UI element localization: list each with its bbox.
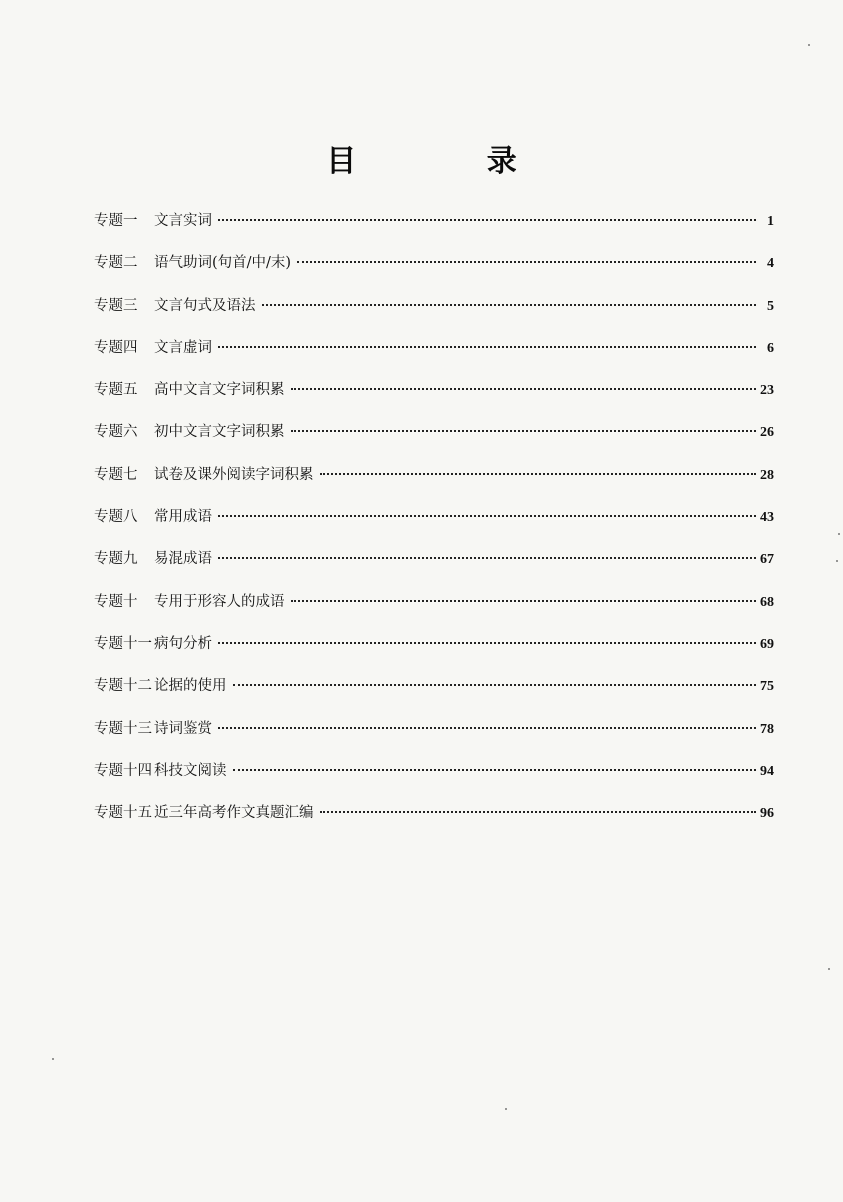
- toc-entry-number: 专题十二: [94, 678, 152, 695]
- toc-entry-page: 26: [760, 425, 774, 441]
- toc-dot-leader: [320, 473, 757, 475]
- scan-speck: [52, 1058, 54, 1060]
- page-title: 目 录: [326, 144, 577, 179]
- toc-dot-leader: [218, 557, 756, 559]
- toc-entry-title: 专用于形容人的成语: [154, 593, 285, 610]
- toc-entry-number: 专题三: [94, 297, 138, 314]
- toc-entry-title: 科技文阅读: [154, 762, 227, 779]
- toc-entry-page: 23: [760, 383, 774, 399]
- toc-entry: [94, 547, 774, 589]
- toc-entry-number: 专题七: [94, 466, 138, 483]
- toc-entry-page: 6: [767, 340, 774, 356]
- table-of-contents: [94, 209, 774, 843]
- toc-dot-leader: [233, 684, 757, 686]
- toc-entry: [94, 336, 774, 378]
- scan-speck: [836, 560, 838, 562]
- toc-entry-page: 1: [767, 214, 774, 229]
- toc-entry-title: 易混成语: [154, 551, 212, 568]
- toc-entry: [94, 717, 774, 759]
- toc-entry: [94, 294, 774, 336]
- toc-entry-page: 67: [760, 552, 774, 568]
- toc-entry-number: 专题九: [94, 551, 138, 568]
- toc-entry-title: 文言实词: [154, 213, 212, 229]
- toc-entry-title: 高中文言文字词积累: [154, 382, 285, 399]
- toc-entry-page: 28: [760, 467, 774, 483]
- toc-entry-number: 专题八: [94, 509, 138, 526]
- toc-entry-number: 专题十四: [94, 762, 152, 779]
- toc-entry-title: 语气助词(句首/中/末): [154, 255, 292, 272]
- toc-entry-number: 专题五: [94, 382, 138, 399]
- toc-entry-title: 病句分析: [154, 635, 212, 652]
- scan-speck: [828, 968, 830, 970]
- toc-entry: [94, 632, 774, 674]
- toc-dot-leader: [320, 811, 757, 813]
- toc-entry: [94, 674, 774, 716]
- toc-entry-page: 68: [760, 594, 774, 610]
- toc-dot-leader: [218, 219, 756, 221]
- toc-entry: [94, 759, 774, 801]
- toc-entry-number: 专题六: [94, 424, 138, 441]
- toc-dot-leader: [233, 769, 757, 771]
- toc-dot-leader: [218, 515, 756, 517]
- toc-entry-page: 5: [767, 298, 774, 314]
- toc-dot-leader: [291, 600, 757, 602]
- scan-speck: [808, 44, 810, 46]
- toc-entry: [94, 420, 774, 462]
- scan-speck: [505, 1108, 507, 1110]
- toc-entry-page: 75: [760, 679, 774, 695]
- toc-entry: [94, 590, 774, 632]
- toc-entry-number: 专题一: [94, 213, 138, 229]
- toc-entry-page: 4: [767, 256, 774, 272]
- toc-dot-leader: [291, 388, 757, 390]
- toc-entry-title: 常用成语: [154, 509, 212, 526]
- toc-entry: [94, 209, 774, 251]
- toc-entry-title: 试卷及课外阅读字词积累: [154, 466, 314, 483]
- scan-speck: [838, 533, 840, 535]
- toc-entry-number: 专题十: [94, 593, 138, 610]
- toc-entry-title: 近三年高考作文真题汇编: [154, 805, 314, 822]
- toc-entry: [94, 378, 774, 420]
- toc-entry: [94, 251, 774, 293]
- toc-entry-number: 专题十三: [94, 720, 152, 737]
- toc-dot-leader: [291, 430, 757, 432]
- toc-entry-page: 43: [760, 510, 774, 526]
- toc-entry-number: 专题二: [94, 255, 138, 272]
- toc-dot-leader: [218, 346, 756, 348]
- toc-entry: [94, 463, 774, 505]
- toc-dot-leader: [262, 304, 757, 306]
- toc-entry: [94, 505, 774, 547]
- toc-entry-number: 专题十五: [94, 805, 152, 822]
- toc-entry-number: 专题十一: [94, 635, 152, 652]
- toc-entry-title: 文言虚词: [154, 339, 212, 356]
- toc-entry-page: 96: [760, 806, 774, 822]
- toc-entry-page: 78: [760, 721, 774, 737]
- toc-entry-title: 诗词鉴赏: [154, 720, 212, 737]
- toc-entry-title: 论据的使用: [154, 678, 227, 695]
- toc-entry-title: 文言句式及语法: [154, 297, 256, 314]
- toc-entry-number: 专题四: [94, 339, 138, 356]
- toc-entry: [94, 801, 774, 843]
- toc-entry-title: 初中文言文字词积累: [154, 424, 285, 441]
- toc-dot-leader: [218, 642, 756, 644]
- toc-dot-leader: [218, 727, 756, 729]
- toc-dot-leader: [297, 261, 756, 263]
- toc-entry-page: 94: [760, 763, 774, 779]
- toc-entry-page: 69: [760, 636, 774, 652]
